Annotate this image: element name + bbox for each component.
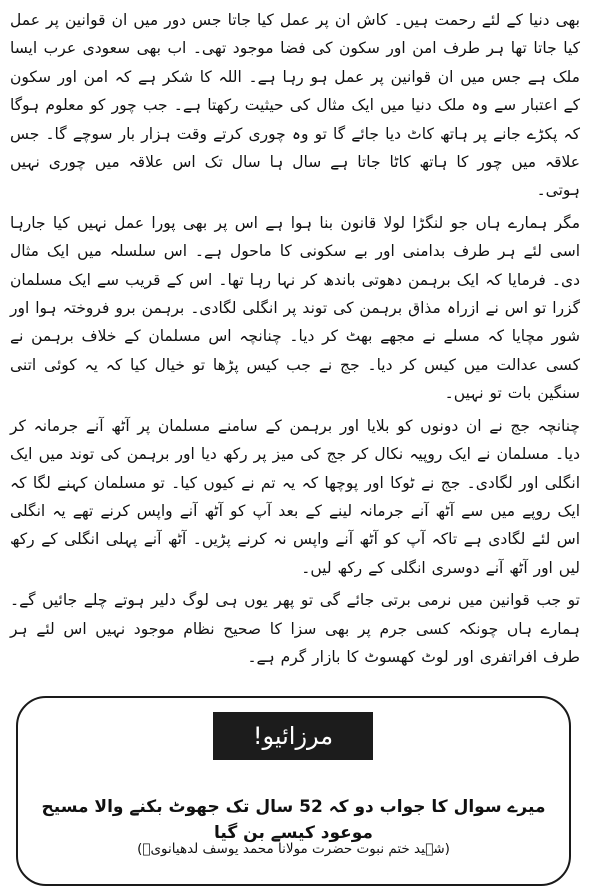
advert-author: (شہید ختم نبوت حضرت مولانا محمد یوسف لدھیانویؒ)	[137, 841, 450, 857]
advert-box	[16, 696, 571, 886]
article-paragraph-3: چنانچہ جج نے ان دونوں کو بلایا اور برہمن کے سامنے مسلمان پر آٹھ آنے جرمانہ کر دیا۔ مسلمان نے ایک روپیہ نکال کر جج کی میز پر رکھ دیا اور برہمن کی توند میں ایک انگلی اور لگادی۔ جج نے ٹوکا اور پوچھا کہ یہ تم نے کیوں کیا۔ تو مسلمان کہنے لگا کہ ایک روپے میں سے آٹھ آنے جرمانہ لینے کے بعد آپ کو آٹھ آنے واپس کرنے تھے یہ انگلی اس لئے لگادی ہے تاکہ آپ کو آٹھ آنے واپس نہ کرنے پڑیں۔ آٹھ آنے پہلی انگلی کے رکھ لیں اور آٹھ آنے دوسری انگلی کے رکھ لیں۔	[10, 416, 580, 577]
advert-question: میرے سوال کا جواب دو کہ 52 سال تک جھوٹ بکنے والا مسیح موعود کیسے بن گیا	[41, 797, 546, 843]
article-paragraph-2: مگر ہمارے ہاں جو لنگڑا لولا قانون بنا ہوا ہے اس پر بھی پورا عمل نہیں کیا جارہا اسی لئے ہر طرف بدامنی اور بے سکونی کا ماحول ہے۔ اس سلسلہ میں ایک مثال دی۔ فرمایا کہ ایک برہمن دھوتی باندھ کر نہا رہا تھا۔ اس کے قریب سے ایک مسلمان گزرا تو اس نے ازراہ مذاق برہمن کی توند پر انگلی لگادی۔ برہمن برو فروختہ ہوا اور شور مچایا کہ مسلے نے مجھے بھٹ کر دیا۔ چنانچہ اس مسلمان کے خلاف برہمن نے کسی عدالت میں کیس کر دیا۔ جج نے جب کیس پڑھا تو خیال کیا کہ یہ کوئی اتنی سنگین بات تو نہیں۔	[10, 213, 580, 403]
article-paragraph-4: تو جب قوانین میں نرمی برتی جائے گی تو پھر یوں ہی لوگ دلیر ہوتے چلے جائیں گے۔ ہمارے ہاں چونکہ کسی جرم پر بھی سزا کا صحیح نظام موجود نہیں اس لئے ہر طرف افراتفری اور لوٹ کھسوٹ کا بازار گرم ہے۔	[10, 591, 580, 666]
advert-title: مرزائیو!	[213, 712, 373, 760]
article-body	[10, 6, 580, 671]
article-paragraph-1: بھی دنیا کے لئے رحمت ہیں۔ کاش ان پر عمل کیا جاتا جس دور میں ان قوانین پر عمل کیا جاتا تھا ہر طرف امن اور سکون کی فضا موجود تھی۔ اب بھی سعودی عرب ایسا ملک ہے جس میں ان قوانین پر عمل ہو رہا ہے۔ اللہ کا شکر ہے کہ امن اور سکون کے اعتبار سے وہ ملک دنیا میں ایک مثال کی حیثیت رکھتا ہے۔ جب چور کو معلوم ہوگا کہ پکڑے جانے پر ہاتھ کاٹ دیا جائے گا تو وہ چوری کرتے وقت ہزار بار سوچے گا۔ جس علاقہ میں چور کا ہاتھ کاٹا جاتا ہے سال ہا سال تک اس علاقہ میں چوری نہیں ہوتی۔	[10, 11, 580, 200]
